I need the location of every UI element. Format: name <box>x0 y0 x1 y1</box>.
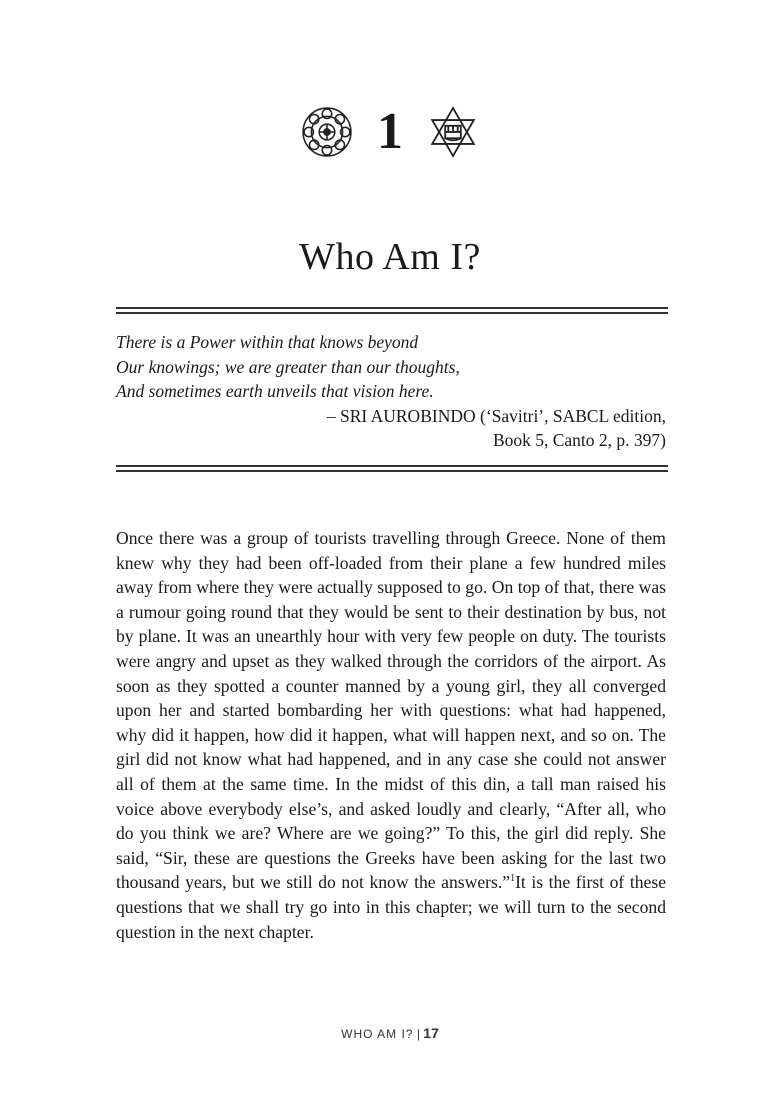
epigraph-attribution: – SRI AUROBINDO (‘Savitri’, SABCL edition, <box>326 405 666 426</box>
lotus-symbol-icon <box>301 106 353 158</box>
body-text-before-note: Once there was a group of tourists travelling through Greece. None of them knew why they had been off-loaded from their plane a few hundred miles away from where they were actually supposed to go. On top of that, there was a rumour going round that they would be sent to their destination by bus, not by plane. It was an unearthly hour with very few people on duty. The tourists were angry and upset as they walked through the corridors of the airport. As soon as they spotted a counter manned by a young girl, they all converged upon her and started bombarding her with questions: what had happened, why did it happen, how did it happen, what will happen next, and so on. The girl did not know what had happened, and in any case she could not answer all of them at the same time. In the midst of this din, a tall man raised his voice above everybody else’s, and asked loudly and clearly, “After all, who do you think we are? Where are we going?” To this, the girl did reply. She said, “Sir, these are questions the Greeks have been asking for the last two thousand years, but we still do not know the answers.” <box>116 528 666 893</box>
epigraph-line: There is a Power within that knows beyond <box>116 332 419 352</box>
chapter-number: 1 <box>377 103 403 160</box>
epigraph-line: And sometimes earth unveils that vision here. <box>116 381 434 401</box>
epigraph-bottom-rule <box>116 465 668 472</box>
chapter-title: Who Am I? <box>299 236 481 279</box>
folio-separator: | <box>416 1027 420 1041</box>
page-footer <box>0 1025 780 1041</box>
epigraph-top-rule <box>116 307 668 314</box>
epigraph-line: Our knowings; we are greater than our thoughts, <box>116 356 460 377</box>
epigraph <box>116 330 666 453</box>
running-head: WHO AM I? <box>341 1027 414 1041</box>
body-paragraph <box>116 526 666 944</box>
footnote-marker[interactable]: 1 <box>510 873 516 885</box>
page-number: 17 <box>423 1025 439 1041</box>
body-text-after-note: It is the first of these questions that we shall try go into in this chapter; we will turn to the second question in the next chapter. <box>116 872 666 942</box>
chapter-heading <box>0 92 780 172</box>
star-symbol-icon <box>427 106 479 158</box>
epigraph-attribution: Book 5, Canto 2, p. 397) <box>492 430 666 450</box>
